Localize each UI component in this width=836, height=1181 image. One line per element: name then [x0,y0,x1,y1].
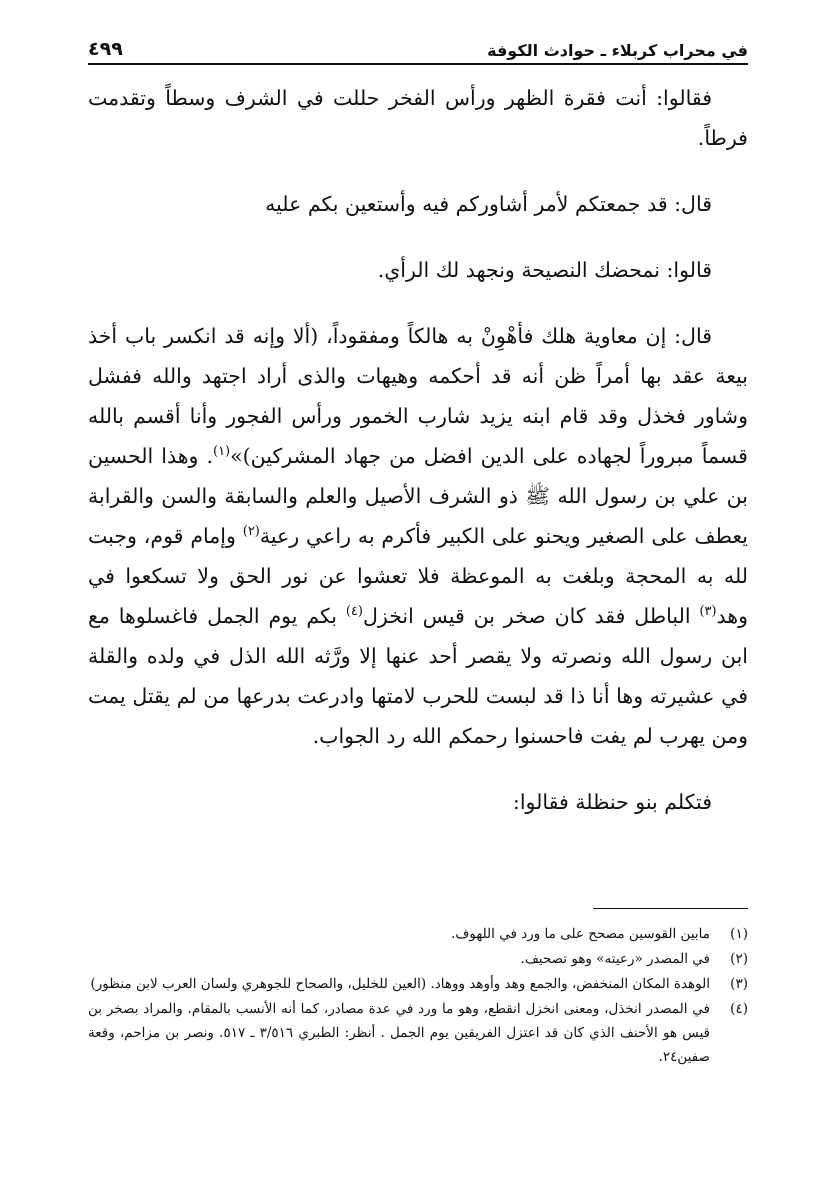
footnote-item [88,922,748,946]
footnote-text: في المصدر انخذل، ومعنى انخزل انقطع، وهو ما ورد في عدة مصادر، كما أنه الأنسب بالمقام. والمراد بصخر بن قيس هو الأحنف الذي كان قد اعتزل الفريقين يوم الجمل . أنظر: الطبري ٣/٥١٦ ـ ٥١٧. ونصر بن مزاحم، وقعة صفين٢٤. [88,1001,710,1065]
footnote-ref-2[interactable]: (٢) [242,524,260,540]
footnote-number: (٣) [730,976,748,992]
paragraph-5: فتكلم بنو حنظلة فقالوا: [512,790,712,814]
page-number: ٤٩٩ [88,38,123,60]
paragraph-2: قال: قد جمعتكم لأمر أشاوركم فيه وأستعين بكم عليه [265,192,712,216]
paragraph-4-part-4: الباطل فقد كان صخر بن قيس انخزل [362,604,700,628]
paragraph-4-part-5: بكم يوم الجمل فاغسلوها مع ابن رسول الله ونصرته ولا يقصر أحد عنها إلا ورَّثه الله الذل في ولده والقلة في عشيرته وها أنا ذا قد لبست للحرب لامتها وادرعت بدرعها من لم يقتل يمت ومن يهرب لم يفت فاحسنوا رحمكم الله رد الجواب. [88,604,748,748]
running-title: في محراب كربلاء ـ حوادث الكوفة [487,41,748,60]
footnote-item [88,972,748,996]
footnote-ref-3[interactable]: (٣) [699,604,717,620]
footnote-ref-4[interactable]: (٤) [345,604,363,620]
paragraph-4 [88,316,748,756]
paragraph-3: قالوا: نمحضك النصيحة ونجهد لك الرأي. [377,258,712,282]
paragraph-1: فقالوا: أنت فقرة الظهر ورأس الفخر حللت في الشرف وسطاً وتقدمت فرطاً. [88,86,748,150]
main-text [88,78,748,822]
footnote-number: (٢) [730,951,748,967]
footnote-number: (٤) [730,1001,748,1017]
footnote-number: (١) [730,926,748,942]
footnote-item [88,947,748,971]
paragraph-4-part-2: . وهذا الحسين بن علي بن رسول الله ﷺ ذو الشرف الأصيل والعلم والسابقة والسن والقرابة يعطف على الصغير ويحنو على الكبير فأكرم به راعي رعية [88,444,748,548]
paragraph-4-part-1: قال: إن معاوية هلك فأهْوِنْ به هالكاً ومفقوداً، (ألا وإنه قد انكسر باب أخذ بيعة عقد بها أمراً ظن أنه قد أحكمه وهيهات والذى أراد اجتهد والله ففشل وشاور فخذل وقد قام ابنه يزيد شارب الخمور ورأس الفجور وأنا أقسم بالله قسماً مبروراً لجهاده على الدين افضل من جهاد المشركين)» [88,324,748,468]
header-rule [88,63,748,65]
footnotes [88,922,748,1070]
paragraph-4-part-3: وإمام قوم، وجبت لله به المحجة وبلغت به الموعظة فلا تعشوا عن نور الحق ولا تسكعوا في وهد [88,524,748,628]
footnote-text: الوهدة المكان المنخفض، والجمع وهد وأوهد ووهاد. (العين للخليل، والصحاح للجوهري ولسان العرب لابن منظور) [90,976,710,992]
footnote-ref-1[interactable]: (١) [212,444,231,460]
page-header [88,30,748,60]
footnote-text: في المصدر «رعيته» وهو تصحيف. [520,951,710,967]
footnote-item [88,997,748,1069]
footnote-separator [593,908,748,909]
footnote-text: مابين القوسين مصحح على ما ورد في اللهوف. [451,926,710,942]
